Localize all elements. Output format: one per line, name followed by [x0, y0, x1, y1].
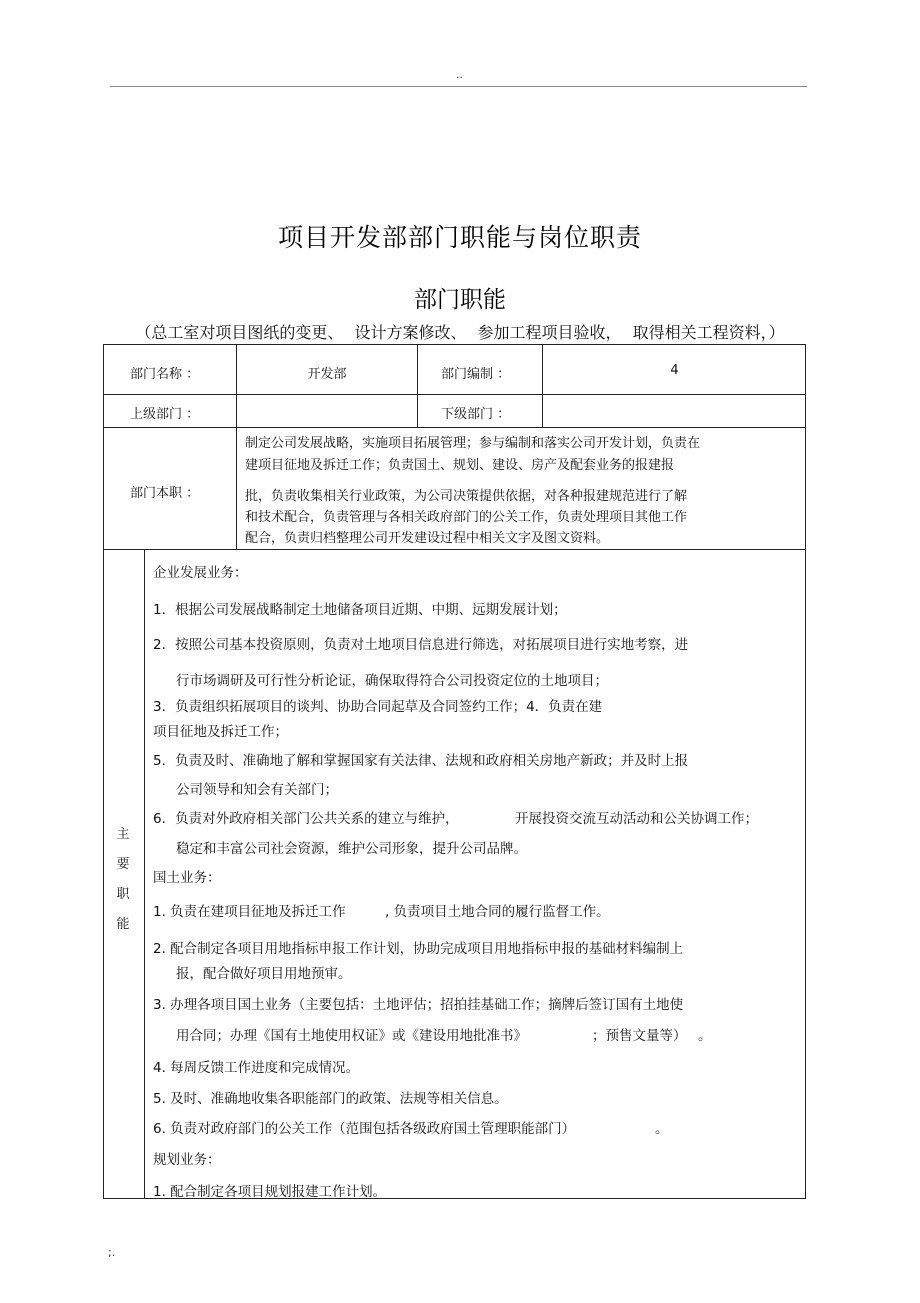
dept-name-value: 开发部	[307, 367, 347, 382]
section-heading: 国土业务：	[153, 870, 221, 886]
duty-item: 6．负责对外政府相关部门公共关系的建立与维护，	[153, 811, 459, 827]
scope-note-part: 设计方案修改、	[354, 323, 467, 342]
duty-item: 。	[655, 1121, 669, 1137]
duty-item: 3．负责组织拓展项目的谈判、协助合同起草及合同签约工作；4．负责在建	[153, 699, 603, 715]
side-label-char: 要	[116, 857, 130, 872]
side-label-char: 主	[116, 827, 130, 842]
scope-note-part: 参加工程项目验收，	[477, 323, 622, 342]
scope-note	[0, 320, 920, 343]
dept-duty-line: 制定公司发展战略，实施项目拓展管理；参与编制和落实公司开发计划，负责在	[245, 436, 701, 451]
section-heading: 规划业务：	[153, 1152, 221, 1168]
duty-item: 1. 负责在建项目征地及拆迁工作	[153, 904, 346, 920]
page-title: 项目开发部部门职能与岗位职责	[277, 223, 642, 252]
side-label-char: 职	[116, 887, 130, 902]
dept-duty-line: 和技术配合，负责管理与各相关政府部门的公关工作，负责处理项目其他工作	[245, 510, 688, 525]
scope-note-part: （总工室对项目图纸的变更、	[135, 323, 344, 342]
dept-duty-line: 批，负责收集相关行业政策，为公司决策提供依据，对各种报建规范进行了解	[245, 489, 688, 504]
dept-duty-line: 配合，负责归档整理公司开发建设过程中相关文字及图文资料。	[245, 531, 610, 546]
duty-item: 1．根据公司发展战略制定土地储备项目近期、中期、远期发展计划；	[153, 602, 567, 618]
dept-name-label: 部门名称 ：	[130, 367, 200, 382]
header-rule	[110, 86, 807, 87]
side-label-divider	[144, 549, 145, 1199]
col-divider	[417, 344, 418, 427]
duty-item-continuation: 项目征地及拆迁工作；	[153, 724, 288, 740]
duty-item: 2．按照公司基本投资原则，负责对土地项目信息进行筛选，对拓展项目进行实地考察，进	[153, 637, 689, 653]
row-divider	[103, 427, 806, 428]
duty-item: 5. 及时、准确地收集各职能部门的政策、法规等相关信息。	[153, 1091, 508, 1107]
col-divider	[542, 344, 543, 427]
duty-item: 6. 负责对政府部门的公关工作（范围包括各级政府国土管理职能部门）	[153, 1121, 576, 1137]
duty-item-continuation: 报，配合做好项目用地预审。	[176, 966, 352, 982]
duty-item: 3. 办理各项目国土业务（主要包括：土地评估；招拍挂基础工作；摘牌后签订国有土地使	[153, 997, 684, 1013]
child-dept-label: 下级部门 ：	[441, 407, 511, 422]
duty-item: 1. 配合制定各项目规划报建工作计划。	[153, 1184, 387, 1200]
duty-item: 2. 配合制定各项目用地指标申报工作计划，协助完成项目用地指标申报的基础材料编制上	[153, 941, 684, 957]
duty-item: , 负责项目土地合同的履行监督工作。	[385, 904, 610, 920]
dept-duty-line: 建项目征地及拆迁工作；负责国土、规划、建设、房产及配套业务的报建报	[245, 458, 675, 473]
side-label-char: 能	[116, 917, 130, 932]
dept-code-label: 部门编制 ：	[441, 367, 511, 382]
parent-dept-label: 上级部门 ：	[130, 407, 200, 422]
section-heading: 企业发展业务：	[153, 565, 248, 581]
duty-item: 开展投资交流互动活动和公关协调工作；	[515, 811, 758, 827]
duty-item-continuation: 用合同；办理《国有土地使用权证》或《建设用地批准书》	[176, 1028, 527, 1044]
header-mark: ..	[456, 68, 463, 81]
dept-duty-label: 部门本职 ：	[130, 486, 200, 501]
duty-item: 4. 每周反馈工作进度和完成情况。	[153, 1060, 360, 1076]
dept-code-value: 4	[670, 363, 679, 378]
duty-item-continuation: 公司领导和知会有关部门；	[176, 782, 338, 798]
footer-mark: ;.	[108, 1246, 116, 1259]
scope-note-part: 取得相关工程资料，）	[632, 323, 785, 342]
section-title: 部门职能	[414, 287, 506, 313]
duty-item-continuation: ；预售文量等）	[592, 1028, 687, 1044]
row-divider	[103, 394, 806, 395]
duty-item-continuation: 稳定和丰富公司社会资源，维护公司形象，提升公司品牌。	[176, 841, 527, 857]
duty-item-continuation: 。	[698, 1028, 712, 1044]
duty-item: 5．负责及时、准确地了解和掌握国家有关法律、法规和政府相关房地产新政；并及时上报	[153, 753, 689, 769]
duty-item-continuation: 行市场调研及可行性分析论证，确保取得符合公司投资定位的土地项目；	[176, 673, 608, 689]
